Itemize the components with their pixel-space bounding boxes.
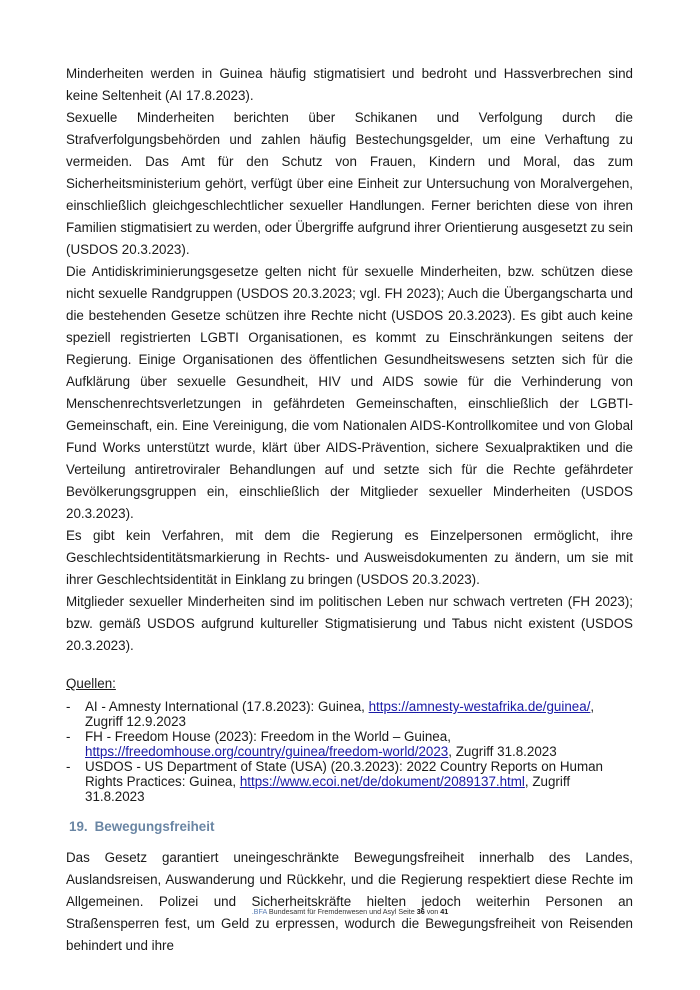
paragraph-persecution: Sexuelle Minderheiten berichten über Schikanen und Verfolgung durch die Strafverfolgungsbehörden und zahlen häufig Bestechungsgelder, um eine Verhaftung zu vermeiden. Das Amt für den Schutz von Frauen, Kindern und Moral, das zum Sicherheitsministerium gehört, verfügt über eine Einheit zur Untersuchung von Moralvergehen, einschließlich gleichgeschlechtlicher sexueller Handlungen. Ferner berichten diese von ihren Familien stigmatisiert zu werden, oder Übergriffe aufgrund ihrer Orientierung ausgesetzt zu sein (USDOS 20.3.2023).: [66, 110, 633, 257]
paragraph-freedom-of-movement: Das Gesetz garantiert uneingeschränkte Bewegungsfreiheit innerhalb des Landes, Auslandsreisen, Auswanderung und Rückkehr, und die Regierung respektiert diese Rechte im Allgemeinen. Polizei und Sicherheitskräfte hielten jedoch weiterhin Personen an Straßensperren fest, um Geld zu erpressen, wodurch die Bewegungsfreiheit von Reisenden behindert und ihre: [66, 850, 633, 953]
footer-org: Bundesamt für Fremdenwesen und Asyl Seite: [266, 907, 417, 916]
current-page-number: 36: [416, 907, 425, 916]
bullet-dash: -: [66, 759, 71, 774]
sources-title: Quellen:: [66, 676, 116, 691]
paragraph-political-life: Mitglieder sexueller Minderheiten sind im politischen Leben nur schwach vertreten (FH 2023); bzw. gemäß USDOS aufgrund kultureller Stigmatisierung und Tabus nicht existent (USDOS 20.3.2023).: [66, 594, 633, 653]
paragraph-hate-crimes: Minderheiten werden in Guinea häufig stigmatisiert und bedroht und Hassverbrechen sind keine Seltenheit (AI 17.8.2023).: [66, 66, 633, 103]
source-text: USDOS - US Department of State (USA) (20.3.2023): 2022 Country Reports on Human Rights Practices: Guinea,: [85, 759, 604, 789]
bfa-logo: .BFA: [251, 907, 267, 916]
source-access: , Zugriff 12.9.2023: [85, 699, 595, 729]
footer-of: von: [424, 907, 441, 916]
source-link-freedomhouse[interactable]: https://freedomhouse.org/country/guinea/freedom-world/2023: [85, 744, 449, 759]
section-heading: [69, 817, 633, 837]
source-item-usdos: [66, 759, 633, 804]
source-access: , Zugriff 31.8.2023: [448, 744, 557, 759]
source-item-fh: [66, 729, 633, 759]
document-page: [66, 63, 633, 957]
source-text: FH - Freedom House (2023): Freedom in the World – Guinea,: [85, 729, 451, 744]
page-footer: [0, 907, 700, 916]
paragraph-gender-identity: Es gibt kein Verfahren, mit dem die Regierung es Einzelpersonen ermöglicht, ihre Geschlechtsidentitätsmarkierung in Rechts- und Ausweisdokumenten zu ändern, um sie mit ihrer Geschlechtsidentität in Einklang zu bringen (USDOS 20.3.2023).: [66, 528, 633, 587]
paragraph-antidiscrimination: Die Antidiskriminierungsgesetze gelten nicht für sexuelle Minderheiten, bzw. schützen diese nicht sexuelle Randgruppen (USDOS 20.3.2023; vgl. FH 2023); Auch die Übergangscharta und die bestehenden Gesetze schützen ihre Rechte nicht (USDOS 20.3.2023). Es gibt auch keine speziell registrierten LGBTI Organisationen, es kommt zu Einschränkungen seitens der Regierung. Einige Organisationen des öffentlichen Gesundheitswesens setzten sich für die Aufklärung über sexuelle Gesundheit, HIV und AIDS sowie für die Verhinderung von Menschenrechtsverletzungen in gefährdeten Gemeinschaften, einschließlich der LGBTI-Gemeinschaft, ein. Eine Vereinigung, die vom Nationalen AIDS-Kontrollkomitee und von Global Fund Works unterstützt wurde, klärt über AIDS-Prävention, sichere Sexualpraktiken und die Verteilung antiretroviraler Behandlungen auf und setzte sich für die Rechte gefährdeter Bevölkerungsgruppen ein, einschließlich der Mitglieder sexueller Minderheiten (USDOS 20.3.2023).: [66, 264, 633, 521]
source-text: AI - Amnesty International (17.8.2023): Guinea,: [85, 699, 369, 714]
bullet-dash: -: [66, 729, 71, 744]
section-number: 19.: [69, 819, 88, 834]
total-pages: 41: [440, 907, 449, 916]
source-link-ecoi[interactable]: https://www.ecoi.net/de/dokument/2089137.html: [239, 774, 525, 789]
bullet-dash: -: [66, 699, 71, 714]
source-link-amnesty[interactable]: https://amnesty-westafrika.de/guinea/: [368, 699, 591, 714]
section-title: Bewegungsfreiheit: [94, 819, 215, 834]
source-item-ai: [66, 699, 633, 729]
sources-list: [66, 699, 633, 804]
source-access: , Zugriff 31.8.2023: [85, 774, 571, 804]
